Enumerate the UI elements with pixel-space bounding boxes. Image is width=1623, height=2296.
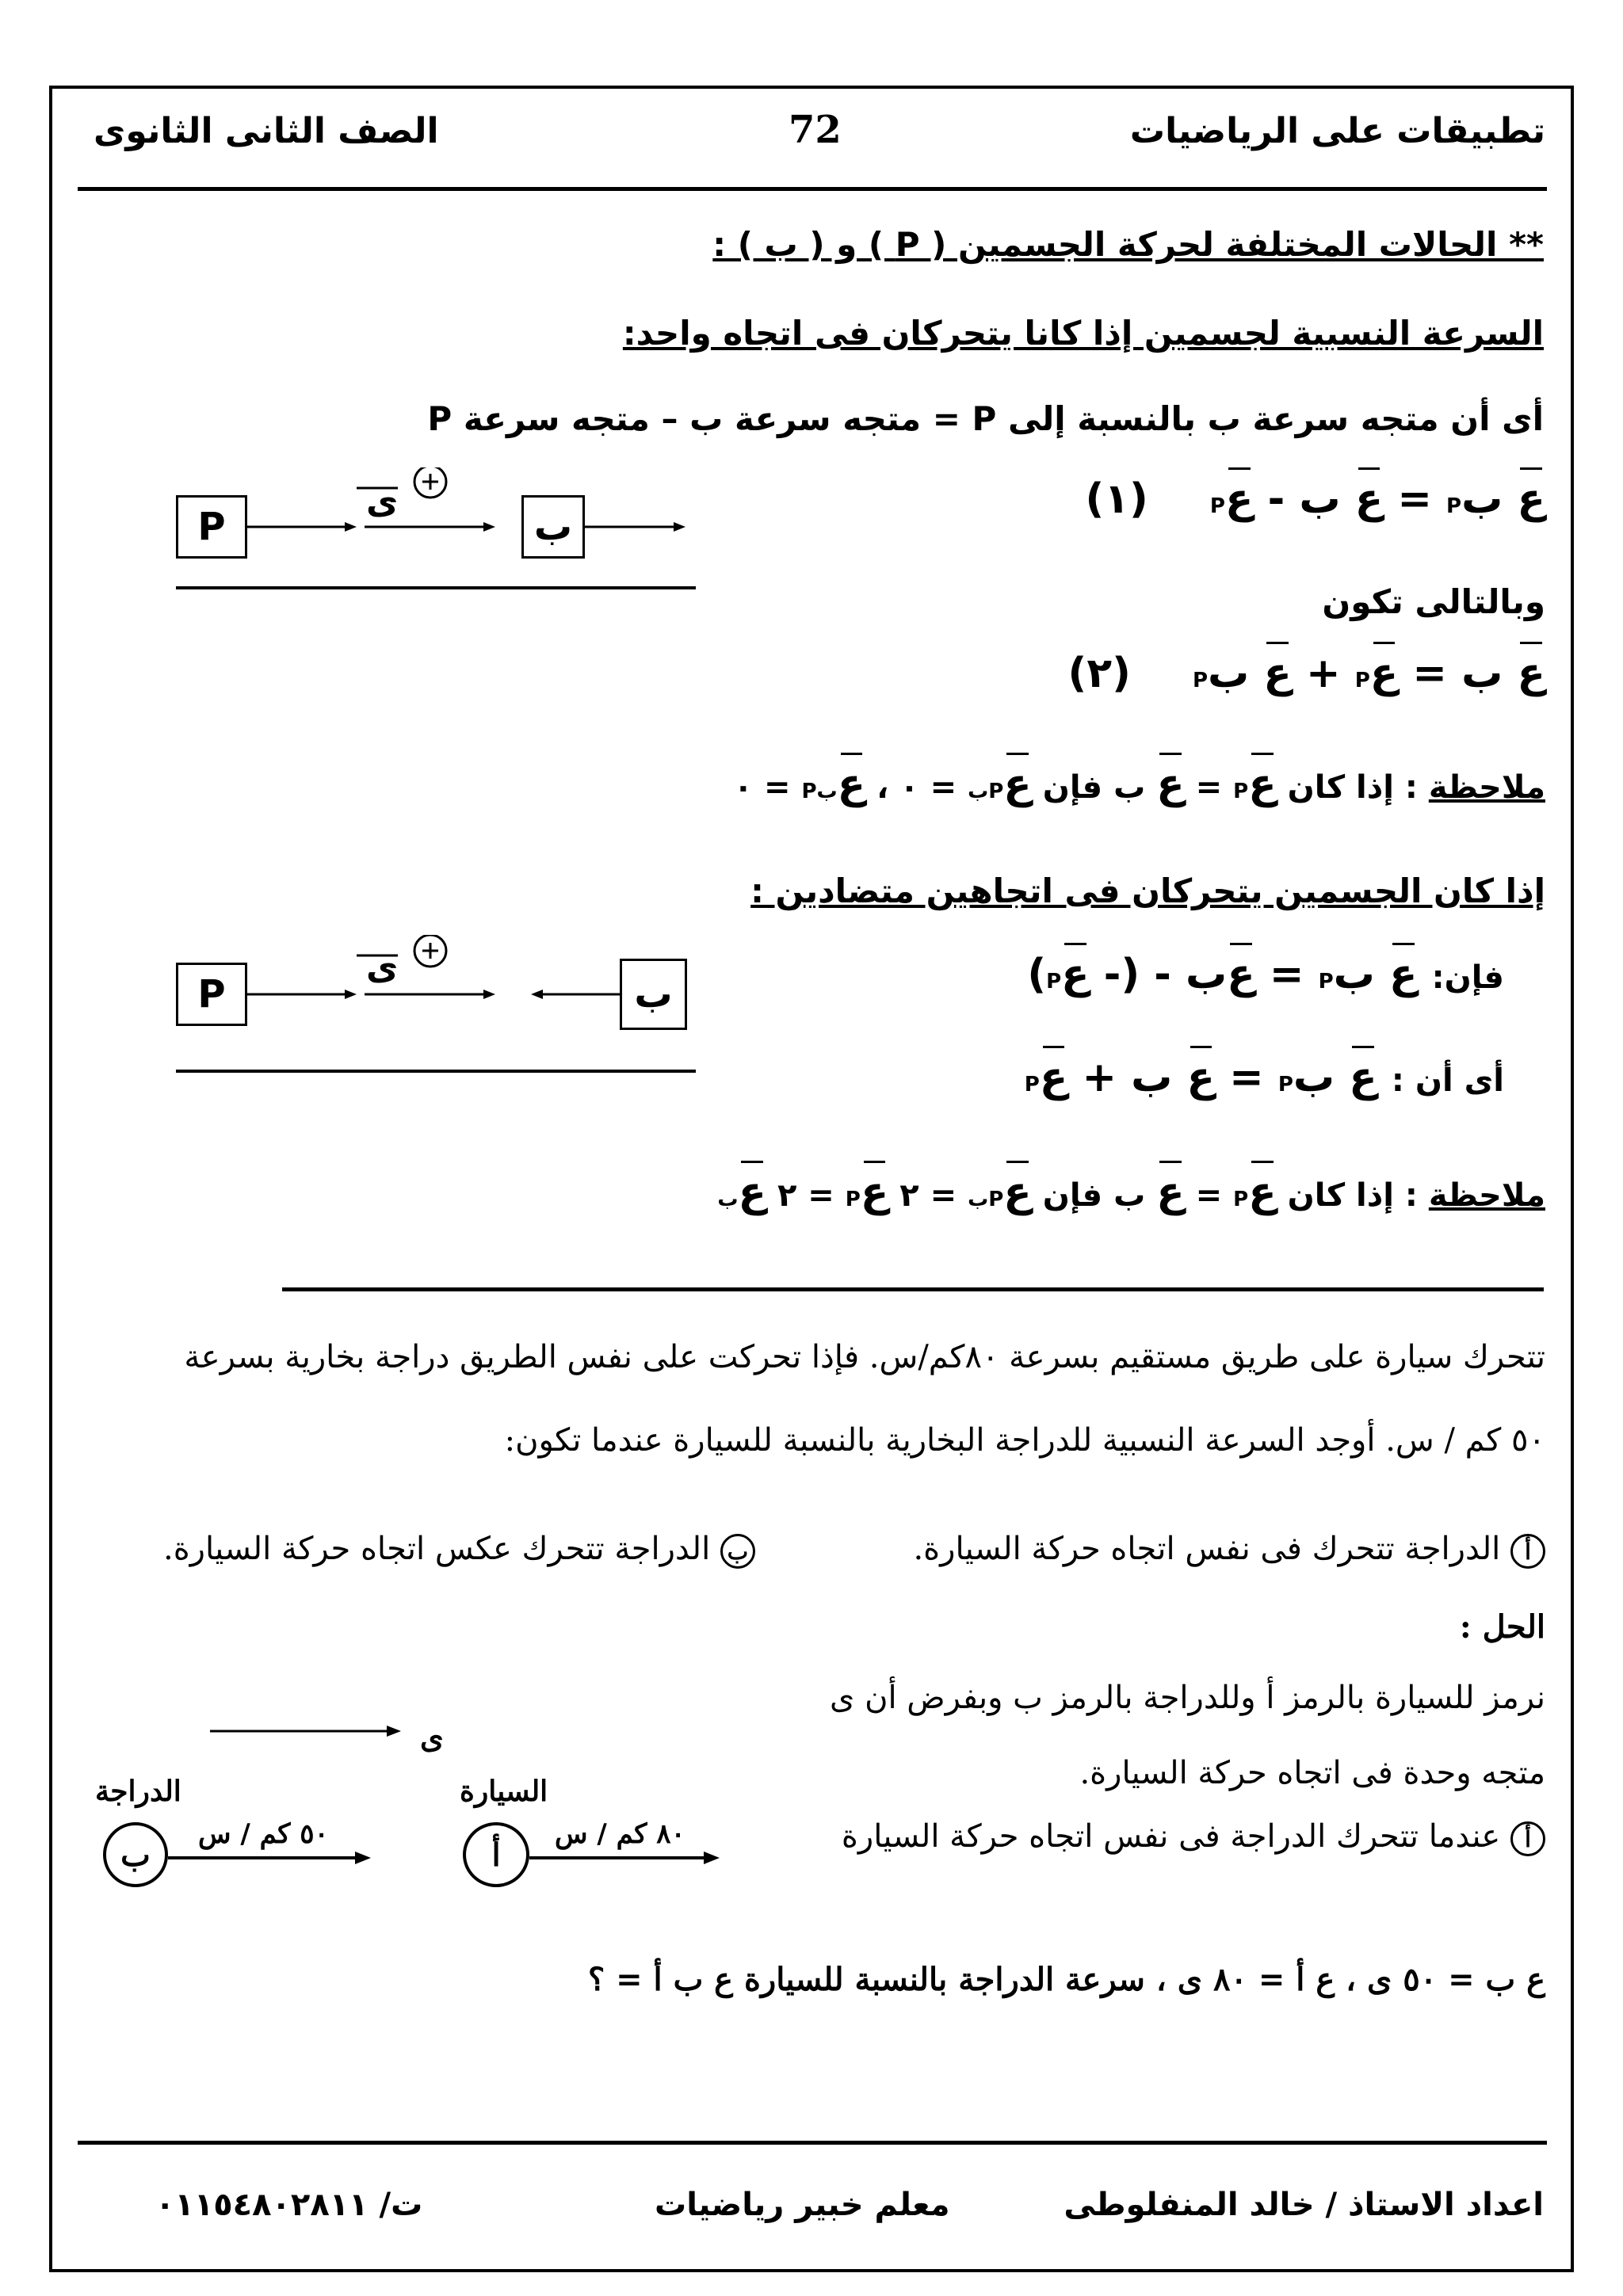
option-b-text: الدراجة تتحرك عكس اتجاه حركة السيارة. — [163, 1531, 711, 1567]
equals: = — [1195, 1177, 1223, 1214]
sub-b: ب — [816, 780, 838, 803]
sub-a: P — [1277, 1073, 1293, 1097]
sub-a: P — [1318, 970, 1334, 994]
bike-circle: ب — [103, 1822, 168, 1887]
equals: = — [1397, 475, 1432, 523]
sub-a: P — [1046, 970, 1062, 994]
body-a-box: P — [176, 495, 247, 559]
v-symbol: ع — [1354, 475, 1384, 523]
that-is-text: أى أن : — [1391, 1062, 1504, 1099]
problem-line-2: ٥٠ كم / س. أوجد السرعة النسبية للدراجة البخارية بالنسبة للسيارة عندما تكون: — [504, 1422, 1545, 1459]
sub-b: ب — [1113, 769, 1146, 806]
equals: = — [808, 1177, 834, 1214]
v-symbol: ع — [1517, 650, 1545, 697]
unit-vector-arrow — [206, 1715, 412, 1747]
v-symbol: ع — [1369, 650, 1399, 697]
header-grade: الصف الثانى الثانوى — [94, 111, 439, 151]
sub-a: P — [988, 780, 1004, 803]
sub-b: ب — [1113, 1177, 1146, 1214]
note-label: ملاحظة — [1428, 1177, 1545, 1214]
option-a-text: الدراجة تتحرك فى نفس اتجاه حركة السيارة. — [913, 1531, 1501, 1567]
v-symbol: ع — [1186, 1054, 1216, 1101]
case-a-text: عندما تتحرك الدراجة فى نفس اتجاه حركة السيارة — [841, 1818, 1501, 1855]
v-symbol: ع — [1061, 951, 1090, 998]
body-a-box-2: P — [176, 963, 247, 1026]
equation-number: (٢) — [1067, 650, 1131, 697]
car-speed: ٨٠ كم / س — [555, 1818, 685, 1850]
sub-b: ب — [1333, 951, 1375, 998]
two: ٢ — [899, 1177, 919, 1214]
v-symbol: ع — [837, 761, 866, 808]
sub-a: P — [1233, 1188, 1249, 1211]
equals: = — [930, 1177, 957, 1214]
unit-vector-y: ى — [366, 482, 399, 522]
option-a — [913, 1531, 1545, 1569]
unit-vector-y-2: ى — [366, 948, 399, 988]
problem-line-1: تتحرك سيارة على طريق مستقيم بسرعة ٨٠كم/س. فإذا تحركت على نفس الطريق دراجة بخارية بسرعة — [184, 1339, 1545, 1375]
sub-a: P — [845, 1188, 861, 1211]
v-symbol: ع — [1263, 650, 1292, 697]
sub-a: P — [1233, 780, 1249, 803]
car-label: السيارة — [460, 1775, 548, 1808]
then-text: فإن — [1042, 769, 1103, 806]
minus: - — [1154, 951, 1171, 998]
v-symbol: ع — [738, 1169, 766, 1216]
v-symbol: ع — [1224, 475, 1254, 523]
v-symbol: ع — [1517, 475, 1545, 523]
header-subject: تطبيقات على الرياضيات — [1129, 111, 1545, 151]
equation-number: (١) — [1085, 475, 1148, 523]
equals: = — [1229, 1054, 1264, 1101]
solution-line-1: نرمز للسيارة بالرمز أ وللدراجة بالرمز ب وبفرض أن ى — [830, 1680, 1545, 1716]
equals: = — [930, 769, 957, 806]
opposite-direction-diagram — [166, 935, 705, 1085]
equation-1 — [1086, 475, 1545, 523]
note-1 — [734, 761, 1545, 808]
equation-2 — [1068, 650, 1545, 697]
zero: ٠ — [733, 769, 754, 806]
sub-b: ب — [1185, 951, 1228, 998]
page-number: 72 — [789, 108, 842, 152]
car-circle: أ — [463, 1822, 529, 1887]
note-label: ملاحظة — [1428, 769, 1545, 806]
then-text: فإن — [1042, 1177, 1103, 1214]
header-rule — [78, 187, 1547, 191]
final-equation: ع ب = ٥٠ ى ، ع أ = ٨٠ ى ، سرعة الدراجة بالنسبة للسيارة ع ب أ = ؟ — [587, 1961, 1545, 1998]
v-symbol: ع — [1349, 1054, 1377, 1101]
therefore-text: وبالتالى تكون — [1322, 582, 1545, 621]
minus: - — [1267, 475, 1285, 523]
zero: ٠ — [899, 769, 919, 806]
bike-speed: ٥٠ كم / س — [198, 1818, 329, 1850]
sub-b: ب — [717, 1188, 739, 1211]
option-a-badge: أ — [1510, 1534, 1545, 1569]
sub-b: ب — [968, 1188, 989, 1211]
solution-case-a — [842, 1818, 1545, 1856]
section-title: ** الحالات المختلفة لحركة الجسمين ( P ) و ( ب ) : — [712, 225, 1544, 264]
plus: + — [1306, 650, 1341, 697]
bike-label: الدراجة — [95, 1775, 181, 1808]
sub-b: ب — [1461, 475, 1503, 523]
sub-a: P — [1024, 1073, 1040, 1097]
v-symbol: ع — [1389, 951, 1418, 998]
same-direction-title: السرعة النسبية لجسمين إذا كانا يتحركان فى اتجاه واحد: — [622, 314, 1544, 353]
sub-a: P — [801, 780, 817, 803]
sub-a: P — [1446, 494, 1462, 518]
footer-phone: ت/ ٠١١٥٤٨٠٢٨١١ — [155, 2187, 423, 2223]
sub-b: ب — [1131, 1054, 1173, 1101]
note-2 — [717, 1169, 1545, 1216]
footer-author: اعداد الاستاذ / خالد المنفلوطى — [1064, 2187, 1544, 2223]
sub-b: ب — [1293, 1054, 1335, 1101]
sub-b: ب — [1461, 650, 1503, 697]
solution-label: الحل : — [1459, 1608, 1545, 1646]
v-symbol: ع — [1003, 761, 1032, 808]
footer-role: معلم خبير رياضيات — [655, 2187, 950, 2223]
separator: ، — [876, 769, 889, 806]
plus: + — [1082, 1054, 1117, 1101]
sub-b: ب — [1299, 475, 1341, 523]
unit-vector-label: ى — [420, 1719, 444, 1755]
v-symbol: ع — [1039, 1054, 1068, 1101]
body-b-box-2: ب — [620, 959, 687, 1030]
equals: = — [1195, 769, 1223, 806]
sub-a: P — [1209, 494, 1225, 518]
two: ٢ — [777, 1177, 797, 1214]
sub-a: P — [988, 1188, 1004, 1211]
v-symbol: ع — [1003, 1169, 1032, 1216]
then-text: فإن: — [1431, 959, 1504, 996]
opposite-direction-title: إذا كان الجسمين يتحركان فى اتجاهين متضادين : — [750, 871, 1545, 910]
v-symbol: ع — [1248, 1169, 1277, 1216]
note-text: : إذا كان — [1287, 769, 1418, 806]
option-b-badge: ب — [720, 1534, 755, 1569]
v-symbol: ع — [1248, 761, 1277, 808]
v-symbol: ع — [1156, 761, 1185, 808]
sub-a: P — [1192, 669, 1208, 692]
minus: - — [1103, 951, 1121, 998]
sub-b: ب — [1208, 650, 1250, 697]
sub-a: P — [1354, 669, 1370, 692]
equals: = — [1269, 951, 1304, 998]
v-symbol: ع — [860, 1169, 889, 1216]
note-text: : إذا كان — [1287, 1177, 1418, 1214]
section-rule — [282, 1287, 1544, 1291]
v-symbol: ع — [1227, 951, 1255, 998]
v-symbol: ع — [1156, 1169, 1185, 1216]
option-b — [163, 1531, 755, 1569]
same-direction-diagram — [166, 467, 705, 602]
case-a-badge: أ — [1510, 1821, 1545, 1856]
body-b-box: ب — [521, 495, 585, 559]
equals: = — [1412, 650, 1447, 697]
sub-b: ب — [968, 780, 989, 803]
footer-rule — [78, 2141, 1547, 2145]
equals: = — [764, 769, 791, 806]
relative-velocity-definition: أى أن متجه سرعة ب بالنسبة إلى P = متجه سرعة ب – متجه سرعة P — [427, 399, 1544, 438]
equation-opposite-1: فإن: ع بP = عب - (- عP) — [1027, 951, 1504, 998]
equation-opposite-2 — [1025, 1054, 1504, 1101]
speed-arrows — [166, 1842, 737, 1874]
solution-line-2: متجه وحدة فى اتجاه حركة السيارة. — [1079, 1755, 1545, 1791]
